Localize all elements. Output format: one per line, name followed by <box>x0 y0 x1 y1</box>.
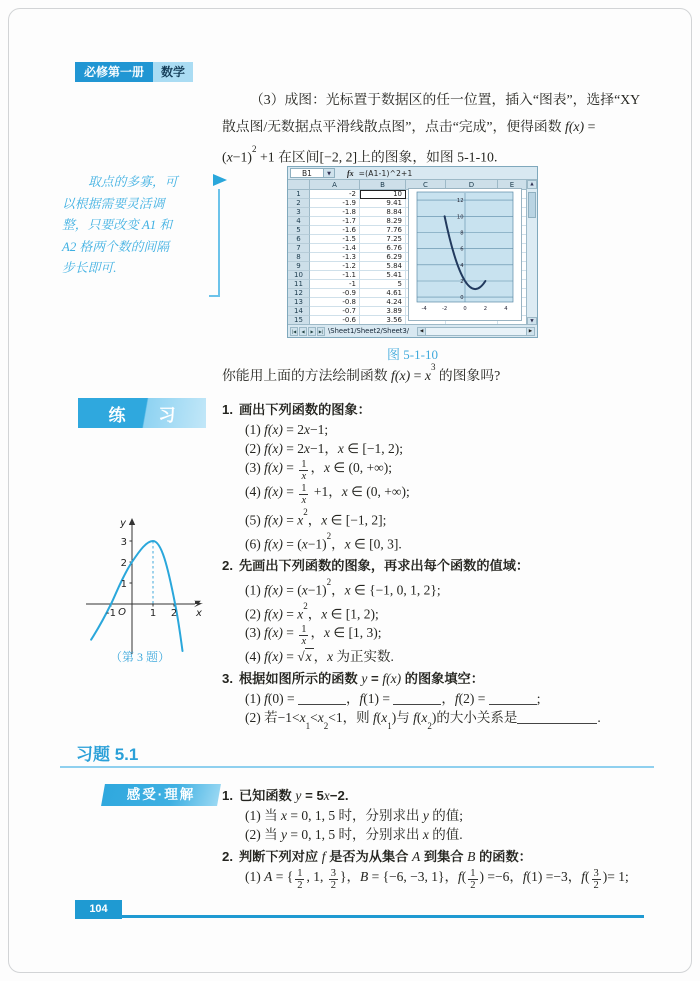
xtick-label: 2 <box>170 608 178 619</box>
cell-b15[interactable]: 3.56 <box>360 316 406 325</box>
chart-ytick: 0 <box>460 295 464 302</box>
tab-nav-icon[interactable]: ▶ <box>308 327 316 336</box>
chart-xtick: 2 <box>483 306 488 312</box>
row-header[interactable]: 11 <box>288 280 310 289</box>
y-axis-label: y <box>120 518 126 529</box>
excel-screenshot <box>287 166 538 338</box>
xtick-label: -1 <box>106 608 116 619</box>
margin-note-text <box>62 172 212 280</box>
cell-b13[interactable]: 4.24 <box>360 298 406 307</box>
header-badge <box>75 62 193 82</box>
problem-title: 1. 画出下列函数的图象： <box>222 400 666 420</box>
chart-xtick: -4 <box>421 306 427 312</box>
flag-icon <box>213 174 227 186</box>
footer-rule <box>76 915 644 918</box>
badge-subject: 数学 <box>153 62 193 82</box>
problem-item: (3) f(x) = $\frac{1}{x}$ ，x ∈ (0, +∞); <box>245 459 392 482</box>
cell-a14[interactable]: -0.7 <box>310 307 360 316</box>
column-header-A[interactable]: A <box>310 180 360 190</box>
horizontal-scrollbar[interactable] <box>417 327 535 336</box>
formula-input[interactable]: =(A1-1)^2+1 <box>358 168 413 178</box>
tab-nav-icon[interactable]: ◀ <box>299 327 307 336</box>
chart-ytick: 12 <box>456 198 464 205</box>
problem-item: (2) f(x) = 2x−1，x ∈ [−1, 2); <box>245 441 403 456</box>
problem-item: (1) f(0) = ，f(1) = ，f(2) = ; <box>245 691 541 706</box>
ytick-label: 2 <box>120 558 127 569</box>
margin-figure <box>70 512 210 652</box>
margin-note-line: 取点的多寡，可 <box>88 175 178 189</box>
cell-b9[interactable]: 5.84 <box>360 262 406 271</box>
scroll-left-icon[interactable]: ◀ <box>417 327 426 336</box>
name-box-dropdown-icon[interactable]: ▼ <box>324 168 335 178</box>
problem-items <box>222 690 666 732</box>
cell-b14[interactable]: 3.89 <box>360 307 406 316</box>
problem-number: 2. <box>222 558 233 573</box>
problem-number: 1. <box>222 402 233 417</box>
cell-a13[interactable]: -0.8 <box>310 298 360 307</box>
bottom-problem-list <box>222 786 672 894</box>
cell-b8[interactable]: 6.29 <box>360 253 406 262</box>
cell-a2[interactable]: -1.9 <box>310 199 360 208</box>
problem-number: 3. <box>222 671 233 686</box>
intro-paragraph <box>222 86 662 171</box>
cell-a4[interactable]: -1.7 <box>310 217 360 226</box>
problem-title: 2. 先画出下列函数的图象，再求出每个函数的值域： <box>222 556 666 576</box>
row-header[interactable]: 10 <box>288 271 310 280</box>
problem-group <box>222 786 672 844</box>
margin-note-line: 整，只要改变 A1 和 <box>62 218 173 232</box>
cell-b10[interactable]: 5.41 <box>360 271 406 280</box>
scroll-up-icon[interactable]: ▲ <box>527 180 537 189</box>
sheet-tab-bar <box>288 324 537 337</box>
row-header[interactable]: 15 <box>288 316 310 325</box>
page-number: 104 <box>75 900 122 919</box>
problem-item: (4) f(x) = √x ，x 为正实数. <box>245 649 394 664</box>
chart-ytick: 2 <box>460 279 464 285</box>
row-header[interactable]: 13 <box>288 298 310 307</box>
chart-xtick: -2 <box>442 306 448 312</box>
problem-item: (1) A = { $\frac{1}{2}$ , 1, $\frac{3}{2}$ }，B = {−6, −3, 1}，f( $\frac{1}{2}$ ) =−6，f(1) =−3，f( $\frac{3}{2}$ )= 1; <box>245 868 629 891</box>
xtick-label: 1 <box>149 608 157 619</box>
subsection-tag-label: 感受·理解 <box>126 787 196 802</box>
cell-b12[interactable]: 4.61 <box>360 289 406 298</box>
chart-ytick: 4 <box>460 262 464 269</box>
ytick-label: 1 <box>120 579 127 590</box>
cell-a3[interactable]: -1.8 <box>310 208 360 217</box>
cell-a10[interactable]: -1.1 <box>310 271 360 280</box>
note-rule-foot <box>209 295 220 297</box>
formula-bar <box>288 167 537 180</box>
row-header[interactable]: 2 <box>288 199 310 208</box>
cell-b4[interactable]: 8.29 <box>360 217 406 226</box>
problem-item: (5) $f(x) = x^2$，x ∈ [−1, 2]; <box>245 507 387 528</box>
embedded-chart <box>408 188 522 321</box>
cell-b6[interactable]: 7.25 <box>360 235 406 244</box>
scroll-down-icon[interactable]: ▼ <box>527 317 537 326</box>
column-header-D[interactable]: D <box>446 180 498 190</box>
cell-b5[interactable]: 7.76 <box>360 226 406 235</box>
problem-item: (1) f(x) = 2x−1; <box>245 422 329 437</box>
cell-a5[interactable]: -1.6 <box>310 226 360 235</box>
row-header[interactable]: 9 <box>288 262 310 271</box>
function-curve <box>91 541 182 651</box>
cell-b3[interactable]: 8.84 <box>360 208 406 217</box>
row-header[interactable]: 12 <box>288 289 310 298</box>
row-header[interactable]: 14 <box>288 307 310 316</box>
problem-item: (1) $f(x) = (x-1)^2$，x ∈ {−1, 0, 1, 2}; <box>245 577 441 598</box>
note-rule <box>218 189 220 297</box>
problem-title: 2. 判断下列对应 f 是否为从集合 A 到集合 B 的函数： <box>222 847 672 867</box>
margin-note-line: 步长即可. <box>62 261 117 275</box>
figure-canvas <box>70 512 210 662</box>
vertical-scrollbar[interactable] <box>526 180 537 326</box>
column-header-B[interactable]: B <box>360 180 406 190</box>
subsection-tag <box>103 784 219 806</box>
intro-line: 散点图/无数据点平滑线散点图”，点击“完成”，便得函数 f(x) = <box>222 119 596 134</box>
figure-3-caption: （第 3 题） <box>109 650 170 664</box>
name-box[interactable]: B1 <box>290 168 324 178</box>
cell-a7[interactable]: -1.4 <box>310 244 360 253</box>
cell-a1[interactable]: -2 <box>310 190 360 199</box>
cell-b11[interactable]: 5 <box>360 280 406 289</box>
question-text: 你能用上面的方法绘制函数 $f(x) = x^3$ 的图象吗? <box>222 362 501 383</box>
cell-a15[interactable]: -0.6 <box>310 316 360 325</box>
column-header-E[interactable]: E <box>498 180 527 190</box>
problem-group <box>222 400 666 553</box>
problem-item: (2) $f(x) = x^2$，x ∈ [1, 2); <box>245 600 379 621</box>
vertical-scroll-thumb[interactable] <box>528 192 536 218</box>
origin-label: O <box>118 607 126 618</box>
chart-ytick: 10 <box>456 214 464 221</box>
intro-line: $(x-1)^2 +1$ 在区间[−2, 2]上的图象，如图 5-1-10. <box>222 144 498 165</box>
exercise-section-header: 练 习 <box>78 398 206 428</box>
problem-number: 2. <box>222 849 233 864</box>
problem-items <box>222 577 666 666</box>
badge-volume: 必修第一册 <box>75 62 153 82</box>
problem-number: 1. <box>222 788 233 803</box>
problem-items <box>222 421 666 553</box>
cell-a12[interactable]: -0.9 <box>310 289 360 298</box>
problem-item: (2) 当 y = 0, 1, 5 时，分别求出 x 的值. <box>245 827 463 842</box>
problem-item: (2) 若$-1<x_1<x_2<1$，则 $f(x_1)$与 $f(x_2)$的大小关系是 . <box>245 710 601 731</box>
problem-items <box>222 868 672 891</box>
cell-b2[interactable]: 9.41 <box>360 199 406 208</box>
problem-title: 1. 已知函数 y = 5x−2. <box>222 786 672 806</box>
cell-a6[interactable]: -1.5 <box>310 235 360 244</box>
tab-nav-buttons <box>290 327 326 336</box>
problem-item: (6) $f(x) = (x-1)^2$，x ∈ [0, 3]. <box>245 530 402 551</box>
problem-title: 3. 根据如图所示的函数 y = f(x) 的图象填空： <box>222 669 666 689</box>
problem-group <box>222 669 666 732</box>
cell-a9[interactable]: -1.2 <box>310 262 360 271</box>
tab-nav-icon[interactable]: ▶| <box>318 328 324 334</box>
figure-caption: 图 5-1-10 <box>387 347 438 362</box>
ytick-label: 3 <box>120 537 127 548</box>
problem-item: (4) f(x) = $\frac{1}{x}$ +1，x ∈ (0, +∞); <box>245 483 410 506</box>
column-header-C[interactable]: C <box>406 180 446 190</box>
chart-canvas <box>408 188 522 321</box>
cell-b1[interactable]: 10 <box>360 190 406 199</box>
section-header-xiti: 习题 5.1 <box>76 745 139 764</box>
row-header[interactable]: 1 <box>288 190 310 199</box>
row-header[interactable]: 3 <box>288 208 310 217</box>
problem-item: (3) f(x) = $\frac{1}{x}$ ，x ∈ [1, 3); <box>245 624 382 647</box>
chart-ytick: 8 <box>460 230 464 237</box>
problem-group <box>222 556 666 666</box>
row-header[interactable]: 5 <box>288 226 310 235</box>
fx-icon: fx <box>347 168 354 178</box>
corner-cell[interactable] <box>288 180 310 190</box>
cell-a11[interactable]: -1 <box>310 280 360 289</box>
section-divider <box>60 766 654 768</box>
chart-xtick: 4 <box>504 306 508 312</box>
sheet-tabs[interactable]: \Sheet1/Sheet2/Sheet3/ <box>328 327 410 335</box>
margin-note-line: 以根据需要灵活调 <box>62 196 165 211</box>
x-axis-label: x <box>196 608 202 619</box>
chart-xtick: 0 <box>463 306 467 312</box>
problem-items <box>222 807 672 844</box>
row-header[interactable]: 4 <box>288 217 310 226</box>
problem-item: (1) 当 x = 0, 1, 5 时，分别求出 y 的值; <box>245 808 464 823</box>
scroll-right-icon[interactable]: ▶ <box>526 327 535 336</box>
row-header[interactable]: 8 <box>288 253 310 262</box>
row-header[interactable]: 7 <box>288 244 310 253</box>
cell-b7[interactable]: 6.76 <box>360 244 406 253</box>
problem-group <box>222 847 672 891</box>
tab-nav-icon[interactable]: |◀ <box>291 328 297 334</box>
margin-note-line: A2 格两个数的间隔 <box>62 239 169 254</box>
margin-note <box>62 172 212 280</box>
chart-ytick: 6 <box>460 246 464 253</box>
cell-a8[interactable]: -1.3 <box>310 253 360 262</box>
exercise-list <box>222 400 666 735</box>
row-header[interactable]: 6 <box>288 235 310 244</box>
horizontal-scroll-track[interactable] <box>426 327 526 336</box>
intro-line: （3）成图：光标置于数据区的任一位置，插入“图表”，选择“XY <box>250 92 641 107</box>
